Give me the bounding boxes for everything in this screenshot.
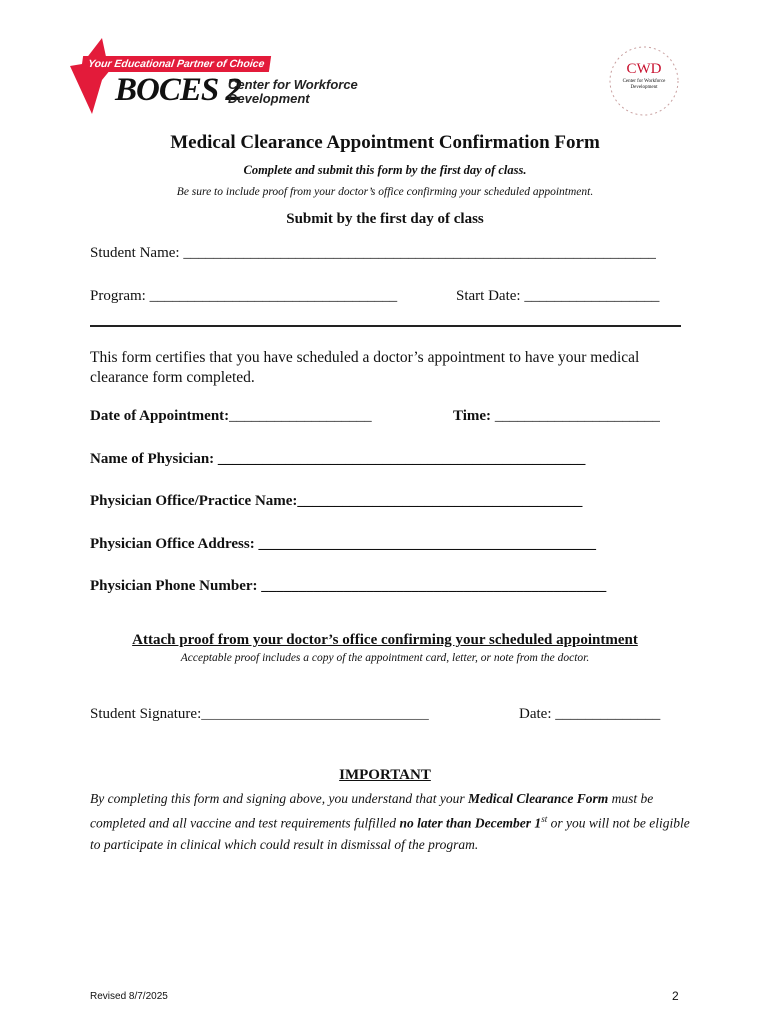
label: Date of Appointment: xyxy=(90,408,230,424)
line[interactable]: ______________________ xyxy=(494,408,660,424)
important-text xyxy=(90,788,690,855)
cwd-seal xyxy=(600,45,688,117)
star-logo-icon xyxy=(62,36,122,116)
logo-center-name xyxy=(228,78,358,106)
line[interactable]: ______________________________________ xyxy=(297,493,583,509)
center-line-2: Development xyxy=(228,91,310,106)
phone-field[interactable] xyxy=(90,578,606,595)
label: Physician Office Address: xyxy=(90,536,255,552)
revised-date: Revised 8/7/2025 xyxy=(90,991,168,1002)
seal-abbrev: CWD xyxy=(626,61,662,77)
submit-by: Submit by the first day of class xyxy=(286,211,484,227)
label: Student Signature: xyxy=(90,706,202,722)
practice-name-field[interactable] xyxy=(90,493,582,510)
line[interactable]: _________________________________ xyxy=(149,288,398,304)
label: Date: xyxy=(519,706,552,722)
line[interactable]: _______________________________________________________________ xyxy=(183,245,656,261)
logo-tagline: Your Educational Partner of Choice xyxy=(81,56,272,72)
label: Physician Office/Practice Name: xyxy=(90,493,298,509)
label: Program: xyxy=(90,288,146,304)
line[interactable]: _________________________________________________ xyxy=(217,451,586,467)
page-title: Medical Clearance Appointment Confirmation Form xyxy=(170,132,600,153)
logo-brand: BOCES 2 xyxy=(115,72,241,108)
line[interactable]: ___________________ xyxy=(229,408,372,424)
program-field[interactable] xyxy=(90,288,397,305)
line[interactable]: __________________ xyxy=(524,288,660,304)
label: Student Name: xyxy=(90,245,180,261)
t1b: Medical Clearance Form xyxy=(467,791,609,806)
appointment-date-field[interactable] xyxy=(90,408,372,425)
start-date-field[interactable] xyxy=(456,288,659,305)
t2b: no later than December 1 xyxy=(399,815,542,831)
attach-proof-heading: Attach proof from your doctor’s office confirming your scheduled appointment xyxy=(132,632,638,648)
label: Physician Phone Number: xyxy=(90,578,258,594)
t1: By completing this form and signing above, you understand that your xyxy=(90,791,468,806)
divider xyxy=(90,325,681,327)
t3: or you will not be eligible to participate in clinical which could result in dismissal of the program. xyxy=(90,815,690,852)
line[interactable]: ______________ xyxy=(555,706,661,722)
seal-sub: Center for Workforce Development xyxy=(622,79,666,90)
time-field[interactable] xyxy=(453,408,660,425)
physician-name-field[interactable] xyxy=(90,451,585,468)
certify-text: This form certifies that you have scheduled a doctor’s appointment to have your medical clearance form completed. xyxy=(90,349,640,386)
signature-field[interactable] xyxy=(90,706,429,723)
acceptable-proof: Acceptable proof includes a copy of the appointment card, letter, or note from the doctor. xyxy=(180,652,590,664)
signature-date-field[interactable] xyxy=(519,706,660,723)
office-address-field[interactable] xyxy=(90,536,596,553)
label: Name of Physician: xyxy=(90,451,215,467)
proof-note: Be sure to include proof from your doctor’s office confirming your scheduled appointment. xyxy=(176,186,594,198)
line[interactable]: ______________________________________________ xyxy=(261,578,607,594)
student-name-field[interactable] xyxy=(90,245,656,262)
page-number: 2 xyxy=(672,989,679,1003)
important-heading: IMPORTANT xyxy=(339,767,431,783)
label: Start Date: xyxy=(456,288,521,304)
label: Time: xyxy=(453,408,492,424)
line[interactable]: _____________________________________________ xyxy=(258,536,596,552)
line[interactable]: ___________________________________ xyxy=(201,706,429,721)
t2: must be completed and all vaccine and test requirements fulfilled xyxy=(90,791,654,831)
subtitle: Complete and submit this form by the first day of class. xyxy=(243,163,527,177)
center-line-1: Center for Workforce xyxy=(228,77,358,92)
sup: st xyxy=(541,814,548,824)
